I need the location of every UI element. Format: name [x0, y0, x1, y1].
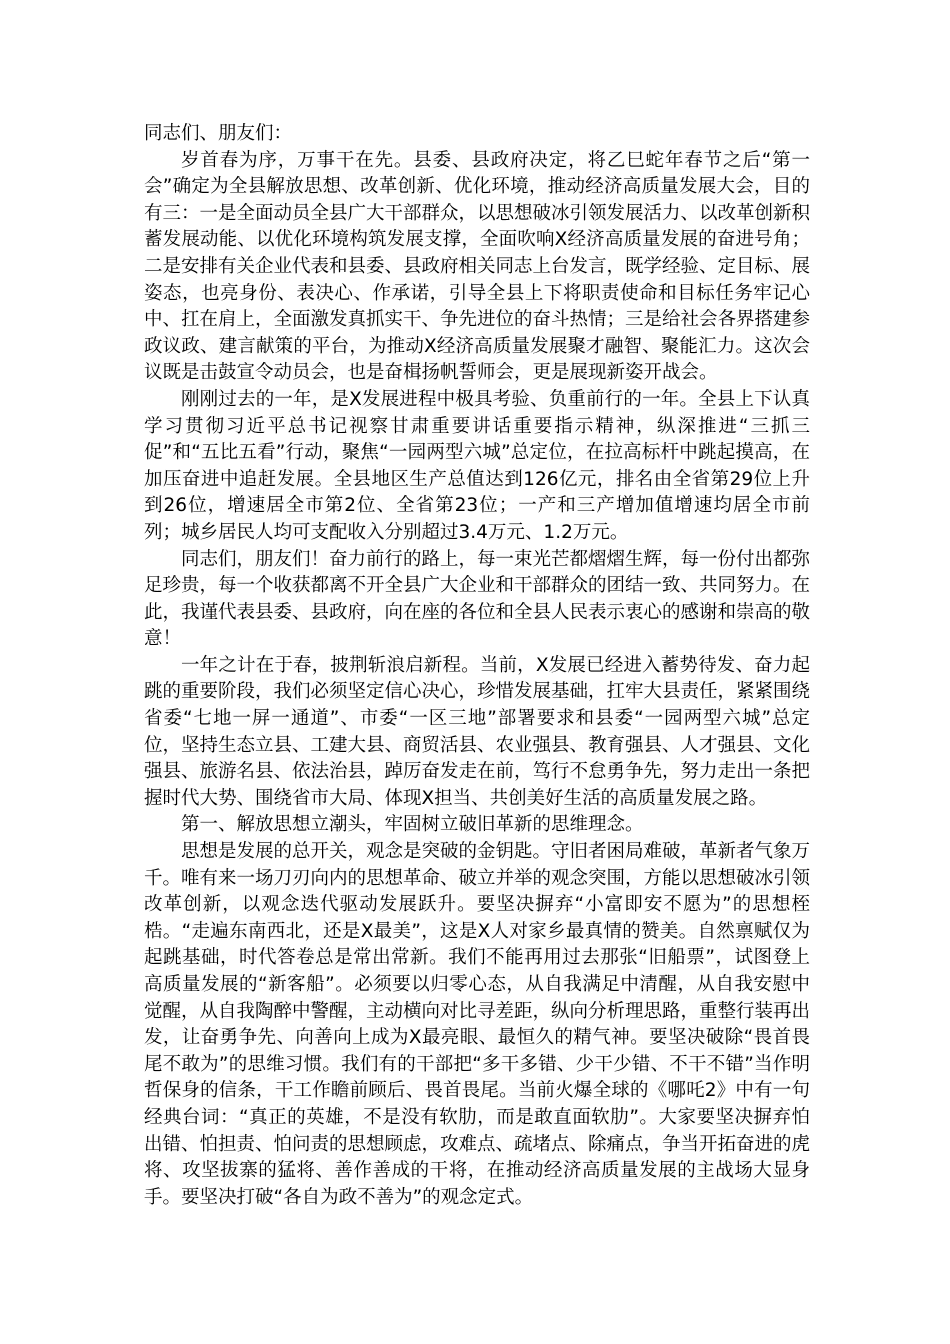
paragraph-opening: 岁首春为序，万事干在先。县委、县政府决定，将乙巳蛇年春节之后“第一会”确定为全县解放思想、改革创新、优化环境，推动经济高质量发展大会，目的有三：一是全面动员全县广大干部群众，以思想破冰引领发展活力、以改革创新积蓄发展动能、以优化环境构筑发展支撑，全面吹响X经济高质量发展的奋进号角；二是安排有关企业代表和县委、县政府相关同志上台发言，既学经验、定目标、展姿态，也亮身份、表决心、作承诺，引导全县上下将职责使命和目标任务牢记心中、扛在肩上，全面激发真抓实干、争先进位的奋斗热情；三是给社会各界搭建参政议政、建言献策的平台，为推动X经济高质量发展聚才融智、聚能汇力。这次会议既是击鼓宣令动员会，也是奋楫扬帆誓师会，更是展现新姿开战会。	[144, 149, 811, 384]
paragraph-review: 刚刚过去的一年，是X发展进程中极具考验、负重前行的一年。全县上下认真学习贯彻习近平总书记视察甘肃重要讲话重要指示精神，纵深推进“三抓三促”和“五比五看”行动，聚焦“一园两型六城”总定位，在拉高标杆中跳起摸高，在加压奋进中追赶发展。全县地区生产总值达到126亿元，排名由全省第29位上升到26位，增速居全市第2位、全省第23位；一产和三产增加值增速均居全市前列；城乡居民人均可支配收入分别超过3.4万元、1.2万元。	[144, 388, 810, 543]
document-page	[144, 121, 810, 1211]
salutation: 同志们、朋友们：	[144, 123, 293, 144]
paragraph-thanks: 同志们，朋友们！奋力前行的路上，每一束光芒都熠熠生辉，每一份付出都弥足珍贵，每一个收获都离不开全县广大企业和干部群众的团结一致、共同努力。在此，我谨代表县委、县政府，向在座的各位和全县人民表示衷心的感谢和崇高的敬意！	[144, 548, 811, 650]
paragraph-outlook: 一年之计在于春，披荆斩浪启新程。当前，X发展已经进入蓄势待发、奋力起跳的重要阶段，我们必须坚定信心决心，珍惜发展基础，扛牢大县责任，紧紧围绕省委“七地一屏一通道”、市委“一区三地”部署要求和县委“一园两型六城”总定位，坚持生态立县、工建大县、商贸活县、农业强县、教育强县、人才强县、文化强县、旅游名县、依法治县，踔厉奋发走在前，笃行不怠勇争先，努力走出一条把握时代大势、围绕省市大局、体现X担当、共创美好生活的高质量发展之路。	[144, 654, 811, 809]
paragraph-section-1: 思想是发展的总开关，观念是突破的金钥匙。守旧者困局难破，革新者气象万千。唯有来一场刀刃向内的思想革命、破立并举的观念突围，方能以思想破冰引领改革创新，以观念迭代驱动发展跃升。要坚决摒弃“小富即安不愿为”的思想桎梏。“走遍东南西北，还是X最美”，这是X人对家乡最真情的赞美。自然禀赋仅为起跳基础，时代答卷总是常出常新。我们不能再用过去那张“旧船票”，试图登上高质量发展的“新客船”。必须要以归零心态，从自我满足中清醒，从自我安慰中觉醒，从自我陶醉中警醒，主动横向对比寻差距，纵向分析理思路，重整行装再出发，让奋勇争先、向善向上成为X最亮眼、最恒久的精气神。要坚决破除“畏首畏尾不敢为”的思维习惯。我们有的干部把“多干多错、少干少错、不干不错”当作明哲保身的信条，干工作瞻前顾后、畏首畏尾。当前火爆全球的《哪吒2》中有一句经典台词：“真正的英雄，不是没有软肋，而是敢直面软肋”。大家要坚决摒弃怕出错、怕担责、怕问责的思想顾虑，攻难点、疏堵点、除痛点，争当开拓奋进的虎将、攻坚拔寨的猛将、善作善成的干将，在推动经济高质量发展的主战场大显身手。要坚决打破“各自为政不善为”的观念定式。	[144, 841, 811, 1208]
section-heading-1: 第一、解放思想立潮头，牢固树立破旧革新的思维理念。	[181, 814, 644, 836]
